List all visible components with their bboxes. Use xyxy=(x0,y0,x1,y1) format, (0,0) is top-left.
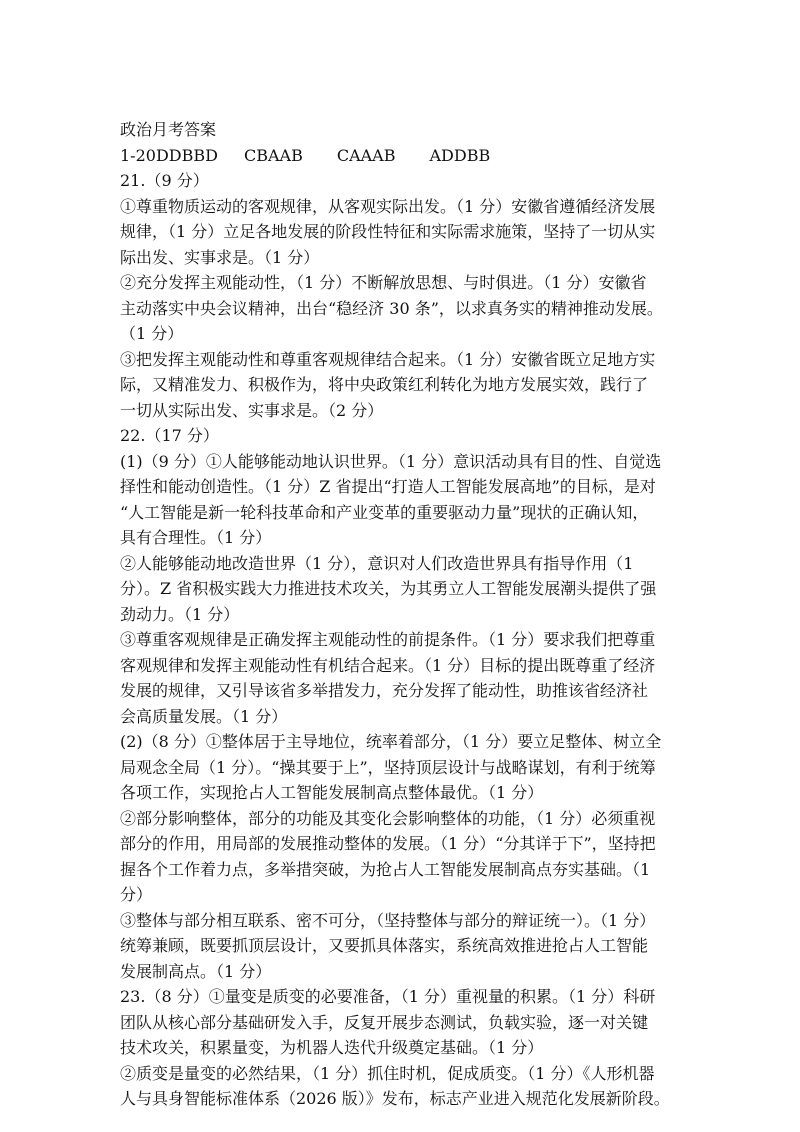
document-body xyxy=(120,117,680,1112)
text-line: ②充分发挥主观能动性，（1 分）不断解放思想、与时俱进。（1 分）安徽省 xyxy=(120,273,647,292)
text-line: 部分的作用，用局部的发展推动整体的发展。（1 分）“分其详于下”，坚持把 xyxy=(120,834,656,853)
answers-group-4: ADDBB xyxy=(429,145,491,165)
text-line: ③把发挥主观能动性和尊重客观规律结合起来。（1 分）安徽省既立足地方实 xyxy=(120,349,656,369)
text-line: (1)（9 分）①人能够能动地认识世界。（1 分）意识活动具有目的性、自觉选 xyxy=(120,451,662,471)
text-line: 劲动力。（1 分） xyxy=(120,604,240,624)
text-line: “人工智能是新一轮科技革命和产业变革的重要驱动力量”现状的正确认知， xyxy=(120,502,649,522)
text-line: 一切从实际出发、实事求是。（2 分） xyxy=(120,400,384,420)
text-line: 人与具身智能标准体系（2026 版）》发布，标志产业进入规范化发展新阶段。 xyxy=(120,1089,670,1108)
text-line: 统筹兼顾，既要抓顶层设计，又要抓具体落实，系统高效推进抢占人工智能 xyxy=(120,936,649,955)
text-line: 择性和能动创造性。（1 分）Z 省提出“打造人工智能发展高地”的目标，是对 xyxy=(120,477,656,496)
text-line: ①尊重物质运动的客观规律，从客观实际出发。（1 分）安徽省遵循经济发展 xyxy=(120,196,656,216)
text-line: 握各个工作着力点，多举措突破，为抢占人工智能发展制高点夯实基础。（1 xyxy=(120,859,651,879)
text-line: 各项工作，实现抢占人工智能发展制高点整体最优。（1 分） xyxy=(120,783,544,802)
text-line: ②人能够能动地改造世界（1 分），意识对人们改造世界具有指导作用（1 xyxy=(120,553,634,573)
text-line: （1 分） xyxy=(120,324,184,343)
text-line: ②部分影响整体，部分的功能及其变化会影响整体的功能，（1 分）必须重视 xyxy=(120,808,656,828)
document-title: 政治月考答案 xyxy=(120,120,217,139)
text-line: 分） xyxy=(120,885,153,904)
text-line: 主动落实中央会议精神，出台“稳经济 30 条”，以求真务实的精神推动发展。 xyxy=(120,298,663,318)
answer-text-lines xyxy=(120,168,680,1112)
multiple-choice-answers xyxy=(120,143,680,169)
answers-group-2: CBAAB xyxy=(243,145,303,165)
answers-group-3: CAAAB xyxy=(336,145,396,165)
text-line: 分）。Z 省积极实践大力推进技术攻关，为其勇立人工智能发展潮头提供了强 xyxy=(120,579,657,598)
text-line: (2)（8 分）①整体居于主导地位，统率着部分，（1 分）要立足整体、树立全 xyxy=(120,732,662,751)
text-line: 23.（8 分）①量变是质变的必要准备，（1 分）重视量的积累。（1 分）科研 xyxy=(120,987,656,1006)
text-line: 客观规律和发挥主观能动性有机结合起来。（1 分）目标的提出既尊重了经济 xyxy=(120,655,656,675)
text-line: ②质变是量变的必然结果，（1 分）抓住时机，促成质变。（1 分）《人形机器 xyxy=(120,1063,655,1083)
text-line: 技术攻关，积累量变，为机器人迭代升级奠定基础。（1 分） xyxy=(120,1038,544,1057)
text-line: 局观念全局（1 分）。“操其要于上”，坚持顶层设计与战略谋划，有利于统筹 xyxy=(120,757,656,777)
text-line: 际，又精准发力、积极作为，将中央政策红利转化为地方发展实效，践行了 xyxy=(120,375,649,394)
text-line: 发展制高点。（1 分） xyxy=(120,961,272,981)
text-line: 会高质量发展。（1 分） xyxy=(120,706,288,726)
text-line: 规律，（1 分）立足各地发展的阶段性特征和实际需求施策，坚持了一切从实 xyxy=(120,222,656,241)
text-line: 21.（9 分） xyxy=(120,171,209,190)
text-line: ③尊重客观规律是正确发挥主观能动性的前提条件。（1 分）要求我们把尊重 xyxy=(120,630,656,649)
text-line: ③整体与部分相互联系、密不可分，（坚持整体与部分的辩证统一）。（1 分） xyxy=(120,910,656,930)
answers-group-1: 1-20DDBBD xyxy=(120,145,218,165)
text-line: 22.（17 分） xyxy=(120,426,219,445)
text-line: 际出发、实事求是。（1 分） xyxy=(120,247,320,267)
text-line: 具有合理性。（1 分） xyxy=(120,528,272,547)
text-line: 发展的规律，又引导该省多举措发力，充分发挥了能动性，助推该省经济社 xyxy=(120,681,649,700)
text-line: 团队从核心部分基础研发入手，反复开展步态测试，负载实验，逐一对关键 xyxy=(120,1012,649,1032)
